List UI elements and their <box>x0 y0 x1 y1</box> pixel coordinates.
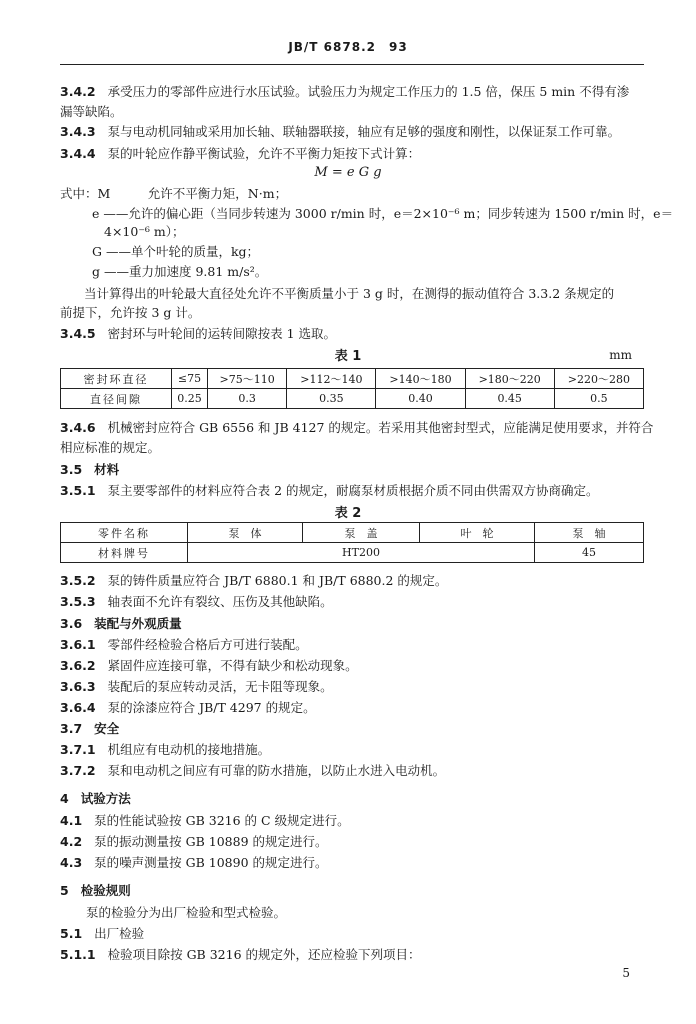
table-row <box>61 389 644 409</box>
header-rule <box>60 64 644 65</box>
table-1-unit: mm <box>609 348 632 362</box>
section-4: 4 试验方法 <box>60 791 131 806</box>
clause-5-intro: 泵的检验分为出厂检验和型式检验。 <box>86 905 287 920</box>
page-header: JB/T 6878.2 93 <box>288 40 408 54</box>
page-number: 5 <box>622 966 630 980</box>
clause-4-3: 4.3 泵的噪声测量按 GB 10890 的规定进行。 <box>60 855 328 870</box>
section-5-1: 5.1 出厂检验 <box>60 926 145 941</box>
table-2-row-label-part: 零件名称 <box>61 523 188 543</box>
table-cell: >220～280 <box>554 369 643 389</box>
clause-3-4-2: 3.4.2 承受压力的零部件应进行水压试验。试验压力为规定工作压力的 1.5 倍，保压 5 min 不得有渗 <box>60 84 630 99</box>
clause-3-6-1: 3.6.1 零部件经检验合格后方可进行装配。 <box>60 637 308 652</box>
table-1-row-label-diameter: 密封环直径 <box>61 369 172 389</box>
formula-def-e: e ——允许的偏心距（当同步转速为 3000 r/min 时，e＝2×10⁻⁶ m；同步转速为 1500 r/min 时，e＝ <box>92 206 674 221</box>
table-1-caption: 表 1 <box>334 349 362 364</box>
table-cell: 45 <box>535 543 644 563</box>
clause-3-7-2: 3.7.2 泵和电动机之间应有可靠的防水措施，以防止水进入电动机。 <box>60 763 446 778</box>
table-2-row-label-material: 材料牌号 <box>61 543 188 563</box>
table-cell: ≤75 <box>172 369 208 389</box>
section-3-5: 3.5 材料 <box>60 462 120 477</box>
table-row <box>61 543 644 563</box>
clause-3-5-3: 3.5.3 轴表面不允许有裂纹、压伤及其他缺陷。 <box>60 594 333 609</box>
clause-3-4-2-cont: 漏等缺陷。 <box>60 104 123 119</box>
table-cell: 泵 盖 <box>303 523 420 543</box>
clause-3-4-4: 3.4.4 泵的叶轮应作静平衡试验，允许不平衡力矩按下式计算： <box>60 146 421 161</box>
clause-5-1-1: 5.1.1 检验项目除按 GB 3216 的规定外，还应检验下列项目： <box>60 947 421 962</box>
clause-3-4-4-note-cont: 前提下，允许按 3 g 计。 <box>60 305 201 320</box>
table-cell: 0.40 <box>376 389 465 409</box>
formula-def-g: g ——重力加速度 9.81 m/s²。 <box>92 264 268 279</box>
clause-3-6-2: 3.6.2 紧固件应连接可靠，不得有缺少和松动现象。 <box>60 658 358 673</box>
table-cell: 0.3 <box>207 389 286 409</box>
table-cell: 0.25 <box>172 389 208 409</box>
section-5: 5 检验规则 <box>60 883 131 898</box>
clause-4-2: 4.2 泵的振动测量按 GB 10889 的规定进行。 <box>60 834 328 849</box>
clause-3-5-1: 3.5.1 泵主要零部件的材料应符合表 2 的规定，耐腐泵材质根据介质不同由供需双方协商确定。 <box>60 483 599 498</box>
clause-3-4-5: 3.4.5 密封环与叶轮间的运转间隙按表 1 选取。 <box>60 326 336 341</box>
table-1-row-label-clearance: 直径间隙 <box>61 389 172 409</box>
table-1 <box>60 368 644 409</box>
clause-3-6-4: 3.6.4 泵的涂漆应符合 JB/T 4297 的规定。 <box>60 700 316 715</box>
table-row <box>61 369 644 389</box>
formula-def-G: G ——单个叶轮的质量，kg； <box>92 244 260 259</box>
clause-3-4-4-note: 当计算得出的叶轮最大直径处允许不平衡质量小于 3 g 时，在测得的振动值符合 3.3.2 条规定的 <box>84 286 615 301</box>
clause-4-1: 4.1 泵的性能试验按 GB 3216 的 C 级规定进行。 <box>60 813 350 828</box>
clause-3-6-3: 3.6.3 装配后的泵应转动灵活，无卡阻等现象。 <box>60 679 333 694</box>
table-cell: 0.5 <box>554 389 643 409</box>
section-3-7: 3.7 安全 <box>60 721 120 736</box>
table-cell: HT200 <box>188 543 535 563</box>
table-cell: >75～110 <box>207 369 286 389</box>
table-2-caption: 表 2 <box>334 506 362 521</box>
table-cell: 0.35 <box>287 389 376 409</box>
clause-3-5-2: 3.5.2 泵的铸件质量应符合 JB/T 6880.1 和 JB/T 6880.2 的规定。 <box>60 573 448 588</box>
table-cell: >180～220 <box>465 369 554 389</box>
clause-3-4-3: 3.4.3 泵与电动机同轴或采用加长轴、联轴器联接，轴应有足够的强度和刚性，以保证泵工作可靠。 <box>60 124 621 139</box>
clause-3-4-6-cont: 相应标准的规定。 <box>60 440 161 455</box>
clause-3-7-1: 3.7.1 机组应有电动机的接地措施。 <box>60 742 271 757</box>
table-cell: 0.45 <box>465 389 554 409</box>
table-cell: 泵 体 <box>188 523 303 543</box>
formula: M = e G g <box>314 165 382 180</box>
table-cell: 泵 轴 <box>535 523 644 543</box>
table-row <box>61 523 644 543</box>
section-3-6: 3.6 装配与外观质量 <box>60 616 182 631</box>
table-cell: >140～180 <box>376 369 465 389</box>
formula-def-intro: 式中：M 允许不平衡力矩，N·m； <box>60 186 288 201</box>
formula-def-e-cont: 4×10⁻⁶ m）； <box>104 224 185 239</box>
table-cell: >112～140 <box>287 369 376 389</box>
table-2 <box>60 522 644 563</box>
clause-3-4-6: 3.4.6 机械密封应符合 GB 6556 和 JB 4127 的规定。若采用其他密封型式，应能满足使用要求，并符合 <box>60 420 654 435</box>
table-cell: 叶 轮 <box>420 523 535 543</box>
